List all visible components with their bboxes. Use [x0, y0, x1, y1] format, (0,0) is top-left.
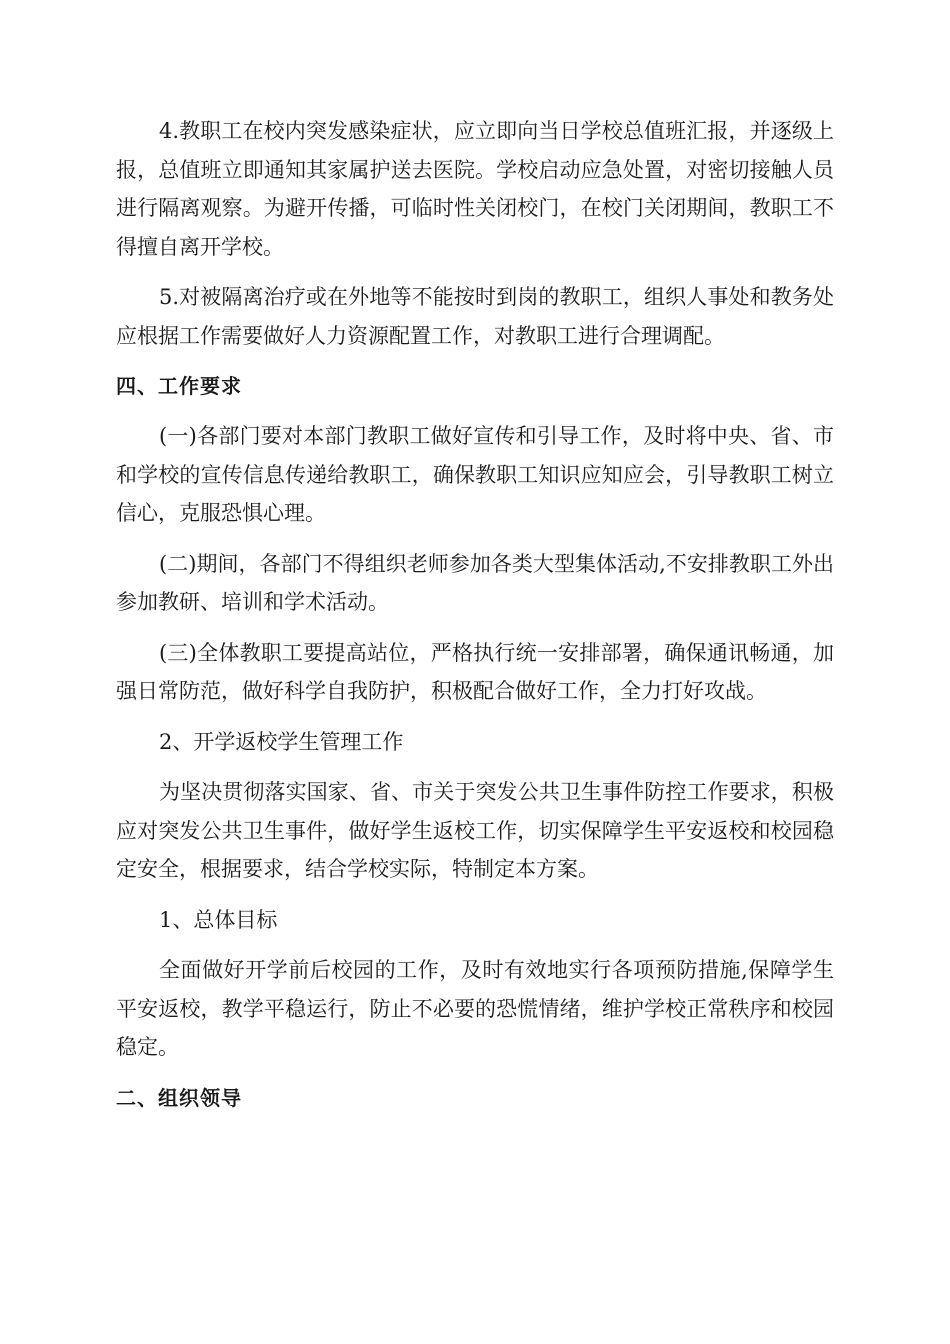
intro-paragraph: 为坚决贯彻落实国家、省、市关于突发公共卫生事件防控工作要求，积极应对突发公共卫生事件，做好学生返校工作，切实保障学生平安返校和校园稳定安全，根据要求，结合学校实际，特制定本方案。	[116, 780, 834, 881]
paragraph-item-5: 5.对被隔离治疗或在外地等不能按时到岗的教职工，组织人事处和教务处应根据工作需要做好人力资源配置工作，对教职工进行合理调配。	[116, 285, 834, 348]
section-2-title: 2、开学返校学生管理工作	[159, 729, 404, 754]
requirement-1: (一)各部门要对本部门教职工做好宣传和引导工作，及时将中央、省、市和学校的宣传信息传递给教职工，确保教职工知识应知应会，引导教职工树立信心，克服恐惧心理。	[116, 424, 834, 525]
document-page	[116, 112, 834, 1117]
heading-organization: 二、组织领导	[116, 1085, 242, 1110]
heading-work-requirements: 四、工作要求	[116, 374, 242, 398]
paragraph-item-4: 4.教职工在校内突发感染症状，应立即向当日学校总值班汇报，并逐级上报，总值班立即通知其家属护送去医院。学校启动应急处置，对密切接触人员进行隔离观察。为避开传播，可临时性关闭校门，在校门关闭期间，教职工不得擅自离开学校。	[116, 119, 834, 259]
goal-paragraph: 全面做好开学前后校园的工作，及时有效地实行各项预防措施,保障学生平安返校，教学平稳运行，防止不必要的恐慌情绪，维护学校正常秩序和校园稳定。	[116, 958, 834, 1059]
goal-title: 1、总体目标	[159, 907, 278, 932]
requirement-2: (二)期间，各部门不得组织老师参加各类大型集体活动,不安排教职工外出参加教研、培训和学术活动。	[116, 551, 834, 614]
requirement-3: (三)全体教职工要提高站位，严格执行统一安排部署，确保通讯畅通，加强日常防范，做好科学自我防护，积极配合做好工作，全力打好攻战。	[116, 640, 834, 703]
